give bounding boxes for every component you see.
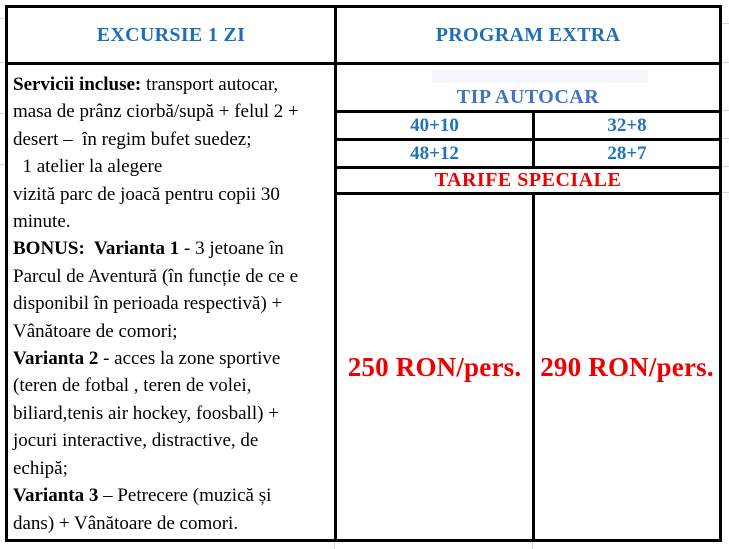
gridline-stub — [722, 192, 729, 193]
service-text-line: Vânătoare de comori; — [13, 320, 178, 342]
capacity-cell-28-7: 28+7 — [607, 142, 647, 164]
service-text-line: (teren de fotbal , teren de volei, — [13, 375, 252, 397]
gridline-stub — [334, 542, 335, 549]
gridline-stub — [0, 164, 5, 165]
capacity-cell-32-8: 32+8 — [607, 114, 647, 136]
service-text-line: masa de prânz ciorbă/supă + felul 2 + — [13, 101, 299, 123]
service-text-line: vizită parc de joacă pentru copii 30 — [13, 183, 280, 205]
service-text-line: echipă; — [13, 457, 68, 479]
capacity-cell-48-12: 48+12 — [410, 142, 459, 164]
service-text-line: disponibil în perioada respectivă) + — [13, 293, 283, 315]
tip-autocar-label: TIP AUTOCAR — [456, 86, 600, 108]
price-290-ron: 290 RON/pers. — [540, 351, 714, 382]
service-text-line: desert – în regim bufet suedez; — [13, 128, 252, 150]
gridline-stub — [0, 62, 5, 63]
gridline-stub — [722, 138, 729, 139]
gridline-stub — [532, 542, 533, 549]
gridline-stub — [722, 23, 729, 24]
price-250-ron: 250 RON/pers. — [347, 351, 522, 382]
program-extra-header: PROGRAM EXTRA — [435, 23, 621, 46]
service-text-line: jocuri interactive, distractive, de — [13, 430, 259, 452]
excursion-header: EXCURSIE 1 ZI — [96, 23, 246, 46]
service-text-line: Servicii incluse: transport autocar, — [13, 74, 279, 95]
service-text-line: Varianta 2 - acces la zone sportive — [13, 348, 281, 370]
gridline-stub — [722, 110, 729, 111]
tarife-speciale-label: TARIFE SPECIALE — [434, 169, 622, 191]
service-text-line: Parcul de Aventură (în funcție de ce e — [13, 265, 299, 287]
service-text-line: dans) + Vânătoare de comori. — [13, 512, 239, 534]
excursion-pricing-table — [5, 5, 722, 542]
gridline-stub — [0, 113, 5, 114]
service-text-line: 1 atelier la alegere — [13, 156, 163, 178]
gridline-stub — [722, 62, 729, 63]
service-text-line: minute. — [13, 211, 71, 233]
service-text-line: Varianta 3 – Petrecere (muzică și — [13, 485, 272, 507]
gridline-stub — [722, 166, 729, 167]
gridline-stub — [0, 18, 5, 19]
capacity-cell-40-10: 40+10 — [410, 114, 459, 136]
service-text-line: BONUS: Varianta 1 - 3 jetoane în — [13, 238, 284, 260]
service-text-line: biliard,tenis air hockey, foosball) + — [13, 402, 279, 424]
services-included-text — [8, 65, 334, 539]
